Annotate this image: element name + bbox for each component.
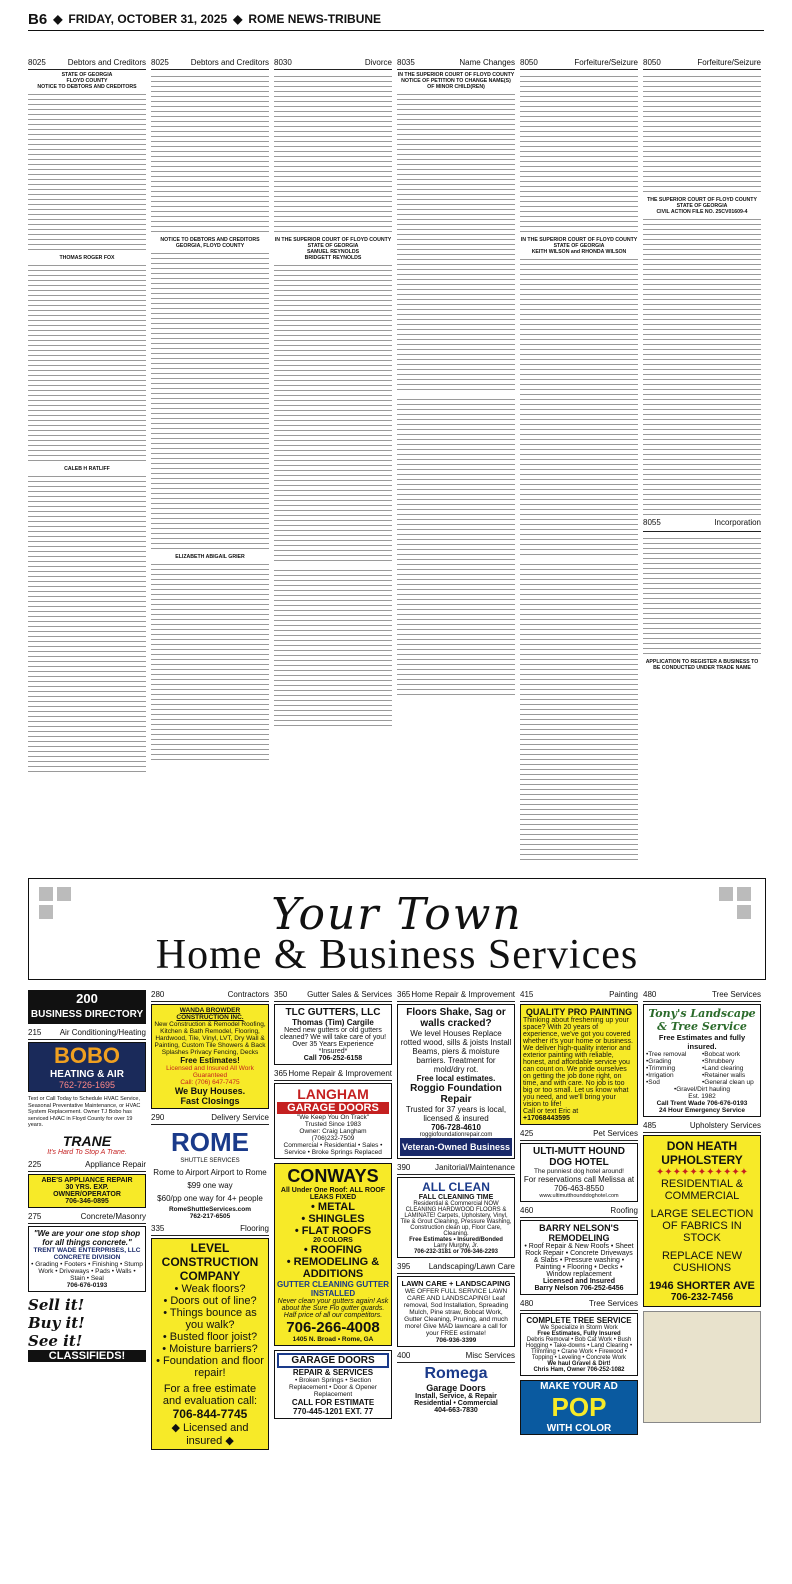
- notice-block: THE SUPERIOR COURT OF FLOYD COUNTY STATE OF GEORGIA CIVIL ACTION FILE NO. 25CV01609-4 8055 Incorporation APPLICATION TO REGISTER A BUSINESS TO BE CONDUCTED UNDER TRADE NAME: [643, 72, 761, 671]
- section-header: 390 Janitorial/Maintenance: [397, 1163, 515, 1175]
- page-header: [28, 8, 764, 31]
- notice-block: IN THE SUPERIOR COURT OF FLOYD COUNTY NOTICE OF PETITION TO CHANGE NAME(S) OF MINOR CHILD(REN): [397, 72, 515, 695]
- notice-block: NOTICE TO DEBTORS AND CREDITORS GEORGIA, FLOYD COUNTY ELIZABETH ABIGAIL GRIER: [151, 72, 269, 760]
- ulti-mutt-ad: ULTI-MUTT HOUND DOG HOTEL The punniest dog hotel around! For reservations call Melissa at 706-463-8550 www.ultimutthounddoghotel.com: [520, 1143, 638, 1202]
- column-header: 8055 Incorporation: [643, 520, 761, 532]
- section-header: 365 Home Repair & Improvement: [274, 1069, 392, 1081]
- notice-block: IN THE SUPERIOR COURT OF FLOYD COUNTY STATE OF GEORGIA KEITH WILSON and RHONDA WILSON: [520, 72, 638, 860]
- don-heath-upholstery-ad: DON HEATH UPHOLSTERY ✦✦✦✦✦✦✦✦✦✦✦ RESIDENTIAL & COMMERCIAL LARGE SELECTION OF FABRICS IN STOCK REPLACE NEW CUSHIONS 1946 SHORTER AVE 706-232-7456: [643, 1135, 761, 1307]
- legal-column: [28, 58, 146, 876]
- page-date: FRIDAY, OCTOBER 31, 2025: [68, 12, 228, 26]
- make-your-ad-pop: MAKE YOUR AD POP WITH COLOR: [520, 1380, 638, 1435]
- quality-pro-painting-ad: QUALITY PRO PAINTING Thinking about freshening up your space? With 20 years of experience, we've got you covered whether it's your home or business. We deliver high-quality interior and exterior painting with reliable, honest, and affordable service you can count on. We pride ourselves on getting the job done right, on time, and with care. No job is too big or too small. Let us know what you need, and we'll bring your vision to life! Call or text Eric at +17068443595: [520, 1004, 638, 1125]
- section-header: 350 Gutter Sales & Services: [274, 990, 392, 1002]
- column-header: 8030 Divorce: [274, 58, 392, 70]
- section-header: 290 Delivery Service: [151, 1113, 269, 1125]
- directory-column: [397, 990, 515, 1568]
- column-header: 8050 Forfeiture/Seizure: [520, 58, 638, 70]
- page-number: B6: [28, 10, 48, 28]
- conways-ad: CONWAYS All Under One Roof: ALL ROOF LEAKS FIXED • METAL • SHINGLES • FLAT ROOFS 20 COLORS • ROOFING • REMODELING & ADDITIONS GUTTER CLEANING GUTTER INSTALLED Never clean your gutters again! Ask about the Sure Flo gutter guards. Half price of all our competitors. 706-266-4008 1405 N. Broad • Rome, GA: [274, 1163, 392, 1346]
- section-header: 480 Tree Services: [520, 1299, 638, 1311]
- section-header: 215 Air Conditioning/Heating: [28, 1028, 146, 1040]
- garage-doors-repair-ad: GARAGE DOORS REPAIR & SERVICES • Broken Springs • Section Replacement • Door & Opener Replacement CALL FOR ESTIMATE 770-445-1201 EXT. 77: [274, 1350, 392, 1419]
- column-header: 8035 Name Changes: [397, 58, 515, 70]
- romega-ad: Romega Garage Doors Install, Service, & Repair Residential • Commercial 404-663-7830: [414, 1365, 498, 1414]
- lawn-care-ad: LAWN CARE + LANDSCAPING WE OFFER FULL SERVICE LAWN CARE AND LANDSCAPING! Leaf removal, Sod Installation, Spreading Mulch, Pine straw, Bobcat Work, Gutter Cleaning, Pruning, and much more! Give MAD lawncare a call for your FREE estimate! 706-936-3399: [397, 1276, 515, 1347]
- banner-line-2: Home & Business Services: [155, 932, 639, 978]
- section-header: 225 Appliance Repair: [28, 1160, 146, 1172]
- tlc-gutters-ad: TLC GUTTERS, LLC Thomas (Tim) Cargile Need new gutters or old gutters cleaned? We will take care of you! Over 35 Years Experience *Insured* Call 706-252-6158: [274, 1004, 392, 1065]
- section-header: 365 Home Repair & Improvement: [397, 990, 515, 1002]
- legal-column: [274, 58, 392, 876]
- section-header: 460 Roofing: [520, 1206, 638, 1218]
- directory-title: 200 BUSINESS DIRECTORY: [28, 990, 146, 1024]
- rome-shuttle-ad: ROME SHUTTLE SERVICES Rome to Airport Airport to Rome $99 one way $60/pp one way for 4+ people RomeShuttleServices.com 762-217-6505: [153, 1127, 267, 1220]
- section-header: 425 Pet Services: [520, 1129, 638, 1141]
- tonys-landscape-ad: Tony's Landscape & Tree Service Free Estimates and fully insured. •Tree removal •Grading •Trimming •Irrigation •Sod •Bobcat work •Shrubbery •Land clearing •Retainer walls •General clean up •Gravel/Dirt hauling Est. 1982 Call Trent Wade 706-676-0193 24 Hour Emergency Service: [643, 1004, 761, 1117]
- legal-column: [151, 58, 269, 876]
- section-header: 480 Tree Services: [643, 990, 761, 1002]
- directory-column: [28, 990, 146, 1568]
- level-construction-ad: LEVEL CONSTRUCTION COMPANY • Weak floors? • Doors out of line? • Things bounce as you walk? • Busted floor joist? • Moisture barriers? • Foundation and floor repair! For a free estimate and evaluation call: 706-844-7745 ◆ Licensed and insured ◆: [151, 1238, 269, 1450]
- newspaper-image: [643, 1311, 761, 1423]
- banner-line-1: Your Town: [271, 889, 523, 940]
- column-header: 8025 Debtors and Creditors: [28, 58, 146, 70]
- section-header: 275 Concrete/Masonry: [28, 1212, 146, 1224]
- section-header: 400 Misc Services: [397, 1351, 515, 1363]
- notice-block: STATE OF GEORGIA FLOYD COUNTY NOTICE TO DEBTORS AND CREDITORS THOMAS ROGER FOX CALEB H RATLIFF: [28, 72, 146, 772]
- home-business-banner: [28, 878, 766, 980]
- bobo-text: Text or Call Today to Schedule HVAC Service, Seasonal Preventative Maintenance, or HVAC System Replacement. Owner TJ Bobo has serviced HVAC in Floyd County for over 19 years.: [28, 1096, 141, 1128]
- sep-icon: ◆: [53, 12, 63, 26]
- directory-column: [151, 990, 269, 1568]
- legal-notices: [28, 58, 764, 876]
- complete-tree-ad: COMPLETE TREE SERVICE We Specialize in Storm Work Free Estimates, Fully Insured Debris Removal • Bob Cat Work • Bush Hogging • Take-downs • Land Clearing • Trimming • Crane Work • Firewood • Topping • Leveling • Concrete Work We haul Gravel & Dirt! Chris Ham, Owner 706-252-1082: [520, 1313, 638, 1376]
- directory-column: [643, 990, 761, 1568]
- legal-column: [520, 58, 638, 876]
- section-header: 415 Painting: [520, 990, 638, 1002]
- barry-nelson-ad: BARRY NELSON'S REMODELING • Roof Repair & New Roofs • Sheet Rock Repair • Concrete Driveways & Slabs • Pressure washing • Painting • Flooring • Decks • Window replacement Licensed and Insured Barry Nelson 706-252-6456: [520, 1220, 638, 1295]
- trane-logo: TRANE It's Hard To Stop A Trane.: [47, 1132, 127, 1156]
- trent-wade-ad: "We are your one stop shop for all things concrete." TRENT WADE ENTERPRISES, LLC CONCRETE DIVISION • Grading • Footers • Finishing • Stump Work • Driveways • Pads • Walls • Stain • Seal 706-676-0193: [28, 1226, 146, 1292]
- paper-name: ROME NEWS-TRIBUNE: [248, 12, 382, 26]
- roggio-ad: Floors Shake, Sag or walls cracked? We level Houses Replace rotted wood, sills & joists Install Beams, piers & moisture barriers. Treatment for mold/dry rot. Free local estimates. Roggio Foundation Repair Trusted for 37 years is local, licensed & insured 706-728-4610 roggiofoundationrepair.com Veteran-Owned Business: [397, 1004, 515, 1159]
- notice-block: IN THE SUPERIOR COURT OF FLOYD COUNTY STATE OF GEORGIA SAMUEL REYNOLDS BRIDGETT REYNOLDS: [274, 72, 392, 726]
- directory-column: [520, 990, 638, 1568]
- section-header: 485 Upholstery Services: [643, 1121, 761, 1133]
- section-header: 395 Landscaping/Lawn Care: [397, 1262, 515, 1274]
- directory-column: [274, 990, 392, 1568]
- wanda-browder-ad: WANDA BROWDER CONSTRUCTION INC. New Construction & Remodel Roofing, Kitchen & Bath Remodel, Flooring, Hardwood, Tile, Vinyl, LVT, Dry Wall & Painting, Custom Tile Showers & Back Splashes Privacy Fencing, Decks Free Estimates! Licensed and Insured All Work Guaranteed Call: (706) 647-7475 We Buy Houses. Fast Closings: [151, 1004, 269, 1109]
- sellit-ad: Sell it! Buy it! See it! CLASSIFIEDS!: [28, 1296, 146, 1366]
- business-directory: [28, 990, 764, 1568]
- abe-appliance-ad: ABE'S APPLIANCE REPAIR 30 YRS. EXP. OWNER/OPERATOR 706-346-0895: [28, 1174, 146, 1208]
- section-header: 335 Flooring: [151, 1224, 269, 1236]
- column-header: 8050 Forfeiture/Seizure: [643, 58, 761, 70]
- column-header: 8025 Debtors and Creditors: [151, 58, 269, 70]
- langham-ad: LANGHAM GARAGE DOORS "We Keep You On Track" Trusted Since 1983 Owner: Craig Langham (706)232-7509 Commercial • Residential • Sales • Service • Broke Springs Replaced: [274, 1083, 392, 1159]
- all-clean-ad: ALL CLEAN FALL CLEANING TIME Residential & Commercial NOW CLEANING HARDWOOD FLOORS & LAMINATE! Carpets, Upholstery, Vinyl, Tile & Grout Cleaning, Pressure Washing, Construction clean up, Floor Care, Cleaning. Free Estimates • Insured/Bonded Larry Murphy, Jr. 706-232-3181 or 706-346-2293: [397, 1177, 515, 1258]
- bobo-logo: BOBO HEATING & AIR 762-726-1695: [28, 1042, 146, 1092]
- sep-icon: ◆: [233, 12, 243, 26]
- section-header: 280 Contractors: [151, 990, 269, 1002]
- legal-column: [397, 58, 515, 876]
- legal-column: [643, 58, 761, 876]
